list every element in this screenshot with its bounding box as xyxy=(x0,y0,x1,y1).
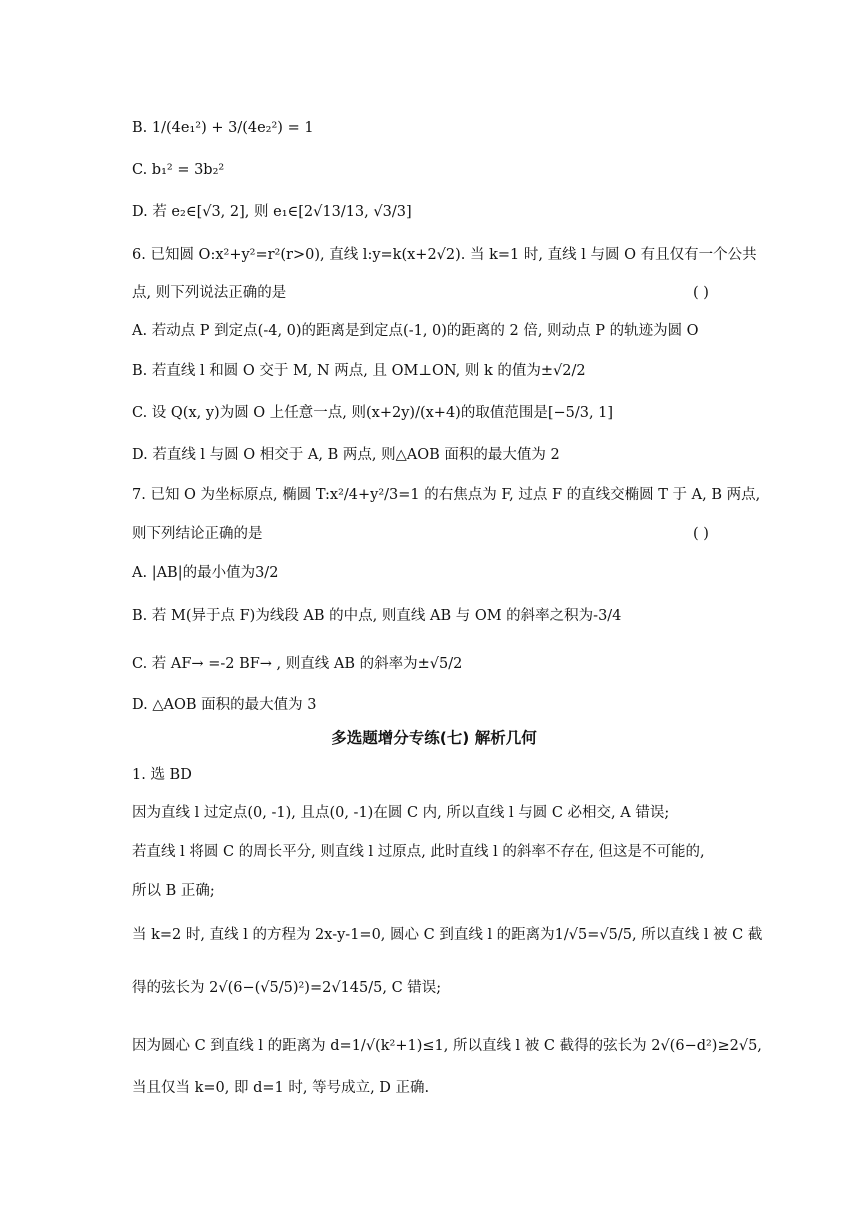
q5-option-c: C. b₁² = 3b₂² xyxy=(132,162,225,178)
q7-option-d: D. △AOB 面积的最大值为 3 xyxy=(132,697,317,713)
solution-line: 所以 B 正确; xyxy=(132,883,215,899)
solution-answer: 1. 选 BD xyxy=(132,767,192,783)
solution-line: 得的弦长为 2√(6−(√5/5)²)=2√145/5, C 错误; xyxy=(132,980,442,996)
section-title: 多选题增分专练(七) 解析几何 xyxy=(331,729,537,747)
solution-line: 因为直线 l 过定点(0, -1), 且点(0, -1)在圆 C 内, 所以直线 l 与圆 C 必相交, A 错误; xyxy=(132,805,670,821)
q7-stem-line1: 7. 已知 O 为坐标原点, 椭圆 T:x²/4+y²/3=1 的右焦点为 F, 过点 F 的直线交椭圆 T 于 A, B 两点, xyxy=(132,487,761,503)
q7-stem-line2: 则下列结论正确的是 xyxy=(132,526,263,542)
q6-answer-paren: ( ) xyxy=(693,285,709,301)
solution-line: 当 k=2 时, 直线 l 的方程为 2x-y-1=0, 圆心 C 到直线 l 的距离为1/√5=√5/5, 所以直线 l 被 C 截 xyxy=(132,927,763,943)
solution-line: 若直线 l 将圆 C 的周长平分, 则直线 l 过原点, 此时直线 l 的斜率不存在, 但这是不可能的, xyxy=(132,844,705,860)
q6-stem-line2: 点, 则下列说法正确的是 xyxy=(132,285,287,301)
q7-option-b: B. 若 M(异于点 F)为线段 AB 的中点, 则直线 AB 与 OM 的斜率之积为-3/4 xyxy=(132,608,622,624)
q7-option-c: C. 若 AF→ =-2 BF→ , 则直线 AB 的斜率为±√5/2 xyxy=(132,656,463,672)
solution-line: 当且仅当 k=0, 即 d=1 时, 等号成立, D 正确. xyxy=(132,1080,430,1096)
q7-option-a: A. |AB|的最小值为3/2 xyxy=(132,565,279,581)
q6-option-d: D. 若直线 l 与圆 O 相交于 A, B 两点, 则△AOB 面积的最大值为 2 xyxy=(132,447,560,463)
q6-option-b: B. 若直线 l 和圆 O 交于 M, N 两点, 且 OM⊥ON, 则 k 的值为±√2/2 xyxy=(132,363,586,379)
q5-option-b: B. 1/(4e₁²) + 3/(4e₂²) = 1 xyxy=(132,120,314,136)
q6-option-c: C. 设 Q(x, y)为圆 O 上任意一点, 则(x+2y)/(x+4)的取值范围是[−5/3, 1] xyxy=(132,405,614,421)
q5-option-d: D. 若 e₂∈[√3, 2], 则 e₁∈[2√13/13, √3/3] xyxy=(132,204,412,220)
solution-line: 因为圆心 C 到直线 l 的距离为 d=1/√(k²+1)≤1, 所以直线 l 被 C 截得的弦长为 2√(6−d²)≥2√5, xyxy=(132,1038,762,1054)
q6-stem-line1: 6. 已知圆 O:x²+y²=r²(r>0), 直线 l:y=k(x+2√2). 当 k=1 时, 直线 l 与圆 O 有且仅有一个公共 xyxy=(132,247,757,263)
q7-answer-paren: ( ) xyxy=(693,526,709,542)
q6-option-a: A. 若动点 P 到定点(-4, 0)的距离是到定点(-1, 0)的距离的 2 倍, 则动点 P 的轨迹为圆 O xyxy=(132,323,699,339)
